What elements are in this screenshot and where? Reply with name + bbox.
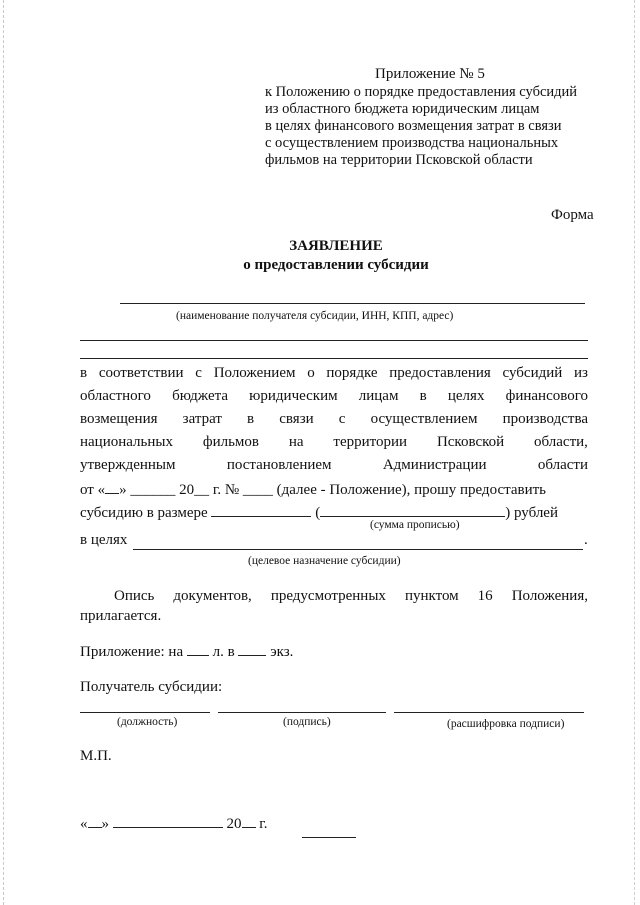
appendix-line-4	[265, 135, 595, 152]
appendix-title: Приложение № 5	[375, 66, 485, 82]
word: областного	[80, 388, 151, 404]
word: предоставления	[389, 365, 491, 381]
word: о	[307, 365, 315, 381]
appendix-line-text: к Положению о порядке предоставления субсидий	[265, 84, 578, 100]
word: возмещения	[80, 411, 158, 427]
position-caption: (должность)	[117, 716, 178, 728]
body-line-1	[80, 365, 588, 388]
word: соответствии	[98, 365, 184, 381]
word: фильмов	[202, 434, 260, 450]
word: области,	[534, 434, 588, 450]
documents-line-2: прилагается.	[80, 608, 162, 624]
purpose-label: в целях	[80, 532, 128, 548]
word: юридическим	[249, 388, 338, 404]
word: Положением	[213, 365, 296, 381]
word: связи	[279, 411, 314, 427]
word: Опись	[114, 588, 155, 604]
appendix-line-1	[265, 84, 595, 101]
date-year-suffix: г.	[259, 816, 268, 832]
word: пунктом	[404, 588, 459, 604]
resolution-reference: » ______ 20__ г. № ____ (далее - Положение), прошу предоставить	[119, 482, 547, 498]
word: предусмотренных	[270, 588, 386, 604]
signature-line[interactable]	[218, 712, 386, 713]
word: Положения,	[511, 588, 588, 604]
document-subtitle: о предоставлении субсидии	[243, 257, 429, 273]
purpose-caption: (целевое назначение субсидии)	[248, 555, 401, 567]
document-title: ЗАЯВЛЕНИЕ	[289, 238, 383, 254]
appendix-line-text: в целях финансового возмещения затрат в связи	[265, 118, 562, 134]
sheets-blank[interactable]	[187, 642, 209, 656]
recipient-label: Получатель субсидии:	[80, 679, 223, 695]
word: 16	[477, 588, 493, 604]
form-label: Форма	[551, 207, 594, 223]
attachment-line	[80, 642, 293, 661]
stamp-label: М.П.	[80, 748, 112, 764]
date-open: «	[80, 816, 88, 832]
position-line[interactable]	[80, 712, 210, 713]
appendix-line-text: фильмов на территории Псковской области	[265, 152, 533, 168]
appendix-line-5	[265, 152, 595, 169]
amount-caption: (сумма прописью)	[370, 519, 460, 531]
scan-edge-right	[634, 0, 636, 905]
attachment-suffix: экз.	[270, 644, 294, 660]
word: документов,	[173, 588, 252, 604]
word: области	[537, 457, 588, 473]
word: осуществлением	[370, 411, 478, 427]
appendix-line-text: из областного бюджета юридическим лицам	[265, 101, 540, 117]
date-open-quote: от «	[80, 482, 106, 498]
word: территории	[333, 434, 408, 450]
word: порядке	[326, 365, 378, 381]
body-line-4	[80, 434, 588, 457]
word: целях	[447, 388, 485, 404]
date-year-blank[interactable]	[242, 814, 256, 828]
word: в	[80, 365, 88, 381]
word: финансового	[505, 388, 588, 404]
word: Администрации	[382, 457, 487, 473]
appendix-line-3	[265, 118, 595, 135]
body-paragraph	[80, 365, 588, 526]
word: затрат	[182, 411, 222, 427]
date-year-prefix: 20	[226, 816, 242, 832]
amount-number-blank[interactable]	[211, 503, 311, 517]
word: производства	[502, 411, 588, 427]
purpose-period: .	[584, 532, 588, 548]
word: с	[338, 411, 346, 427]
date-month-blank[interactable]	[113, 814, 223, 828]
amount-words-blank[interactable]	[320, 503, 505, 517]
scan-edge-left	[3, 0, 5, 905]
closing-separator	[302, 837, 356, 838]
amount-open-paren: (	[315, 505, 321, 521]
word: утвержденным	[80, 457, 176, 473]
word: лицам	[358, 388, 399, 404]
word: с	[195, 365, 202, 381]
purpose-line[interactable]	[133, 549, 583, 550]
attachment-prefix: Приложение: на	[80, 644, 184, 660]
date-day-blank[interactable]	[88, 814, 102, 828]
applicant-line-1[interactable]	[120, 303, 585, 304]
appendix-reference	[265, 84, 595, 169]
date-close: »	[101, 816, 109, 832]
word: постановлением	[226, 457, 332, 473]
signature-caption: (подпись)	[283, 716, 331, 728]
applicant-line-3[interactable]	[80, 358, 588, 359]
date-line	[80, 814, 267, 833]
word: на	[288, 434, 304, 450]
documents-line-1	[114, 588, 588, 605]
body-line-5	[80, 457, 588, 480]
appendix-line-2	[265, 101, 595, 118]
appendix-line-text: с осуществлением производства национальных	[265, 135, 559, 151]
amount-currency: ) рублей	[505, 505, 558, 521]
word: в	[419, 388, 427, 404]
attachment-middle: л. в	[212, 644, 235, 660]
decoding-caption: (расшифровка подписи)	[447, 718, 565, 730]
word: субсидий	[502, 365, 563, 381]
word: в	[247, 411, 255, 427]
body-line-2	[80, 388, 588, 411]
copies-blank[interactable]	[238, 642, 266, 656]
day-blank[interactable]	[105, 480, 119, 494]
applicant-caption: (наименование получателя субсидии, ИНН, КПП, адрес)	[176, 310, 454, 322]
word: Псковской	[436, 434, 505, 450]
applicant-line-2[interactable]	[80, 340, 588, 341]
decoding-line[interactable]	[394, 712, 584, 713]
body-line-6	[80, 480, 588, 503]
body-line-3	[80, 411, 588, 434]
word: из	[574, 365, 588, 381]
documents-paragraph	[114, 588, 588, 605]
word: национальных	[80, 434, 173, 450]
amount-label: субсидию в размере	[80, 505, 208, 521]
body-line-7	[80, 503, 588, 526]
word: бюджета	[172, 388, 229, 404]
